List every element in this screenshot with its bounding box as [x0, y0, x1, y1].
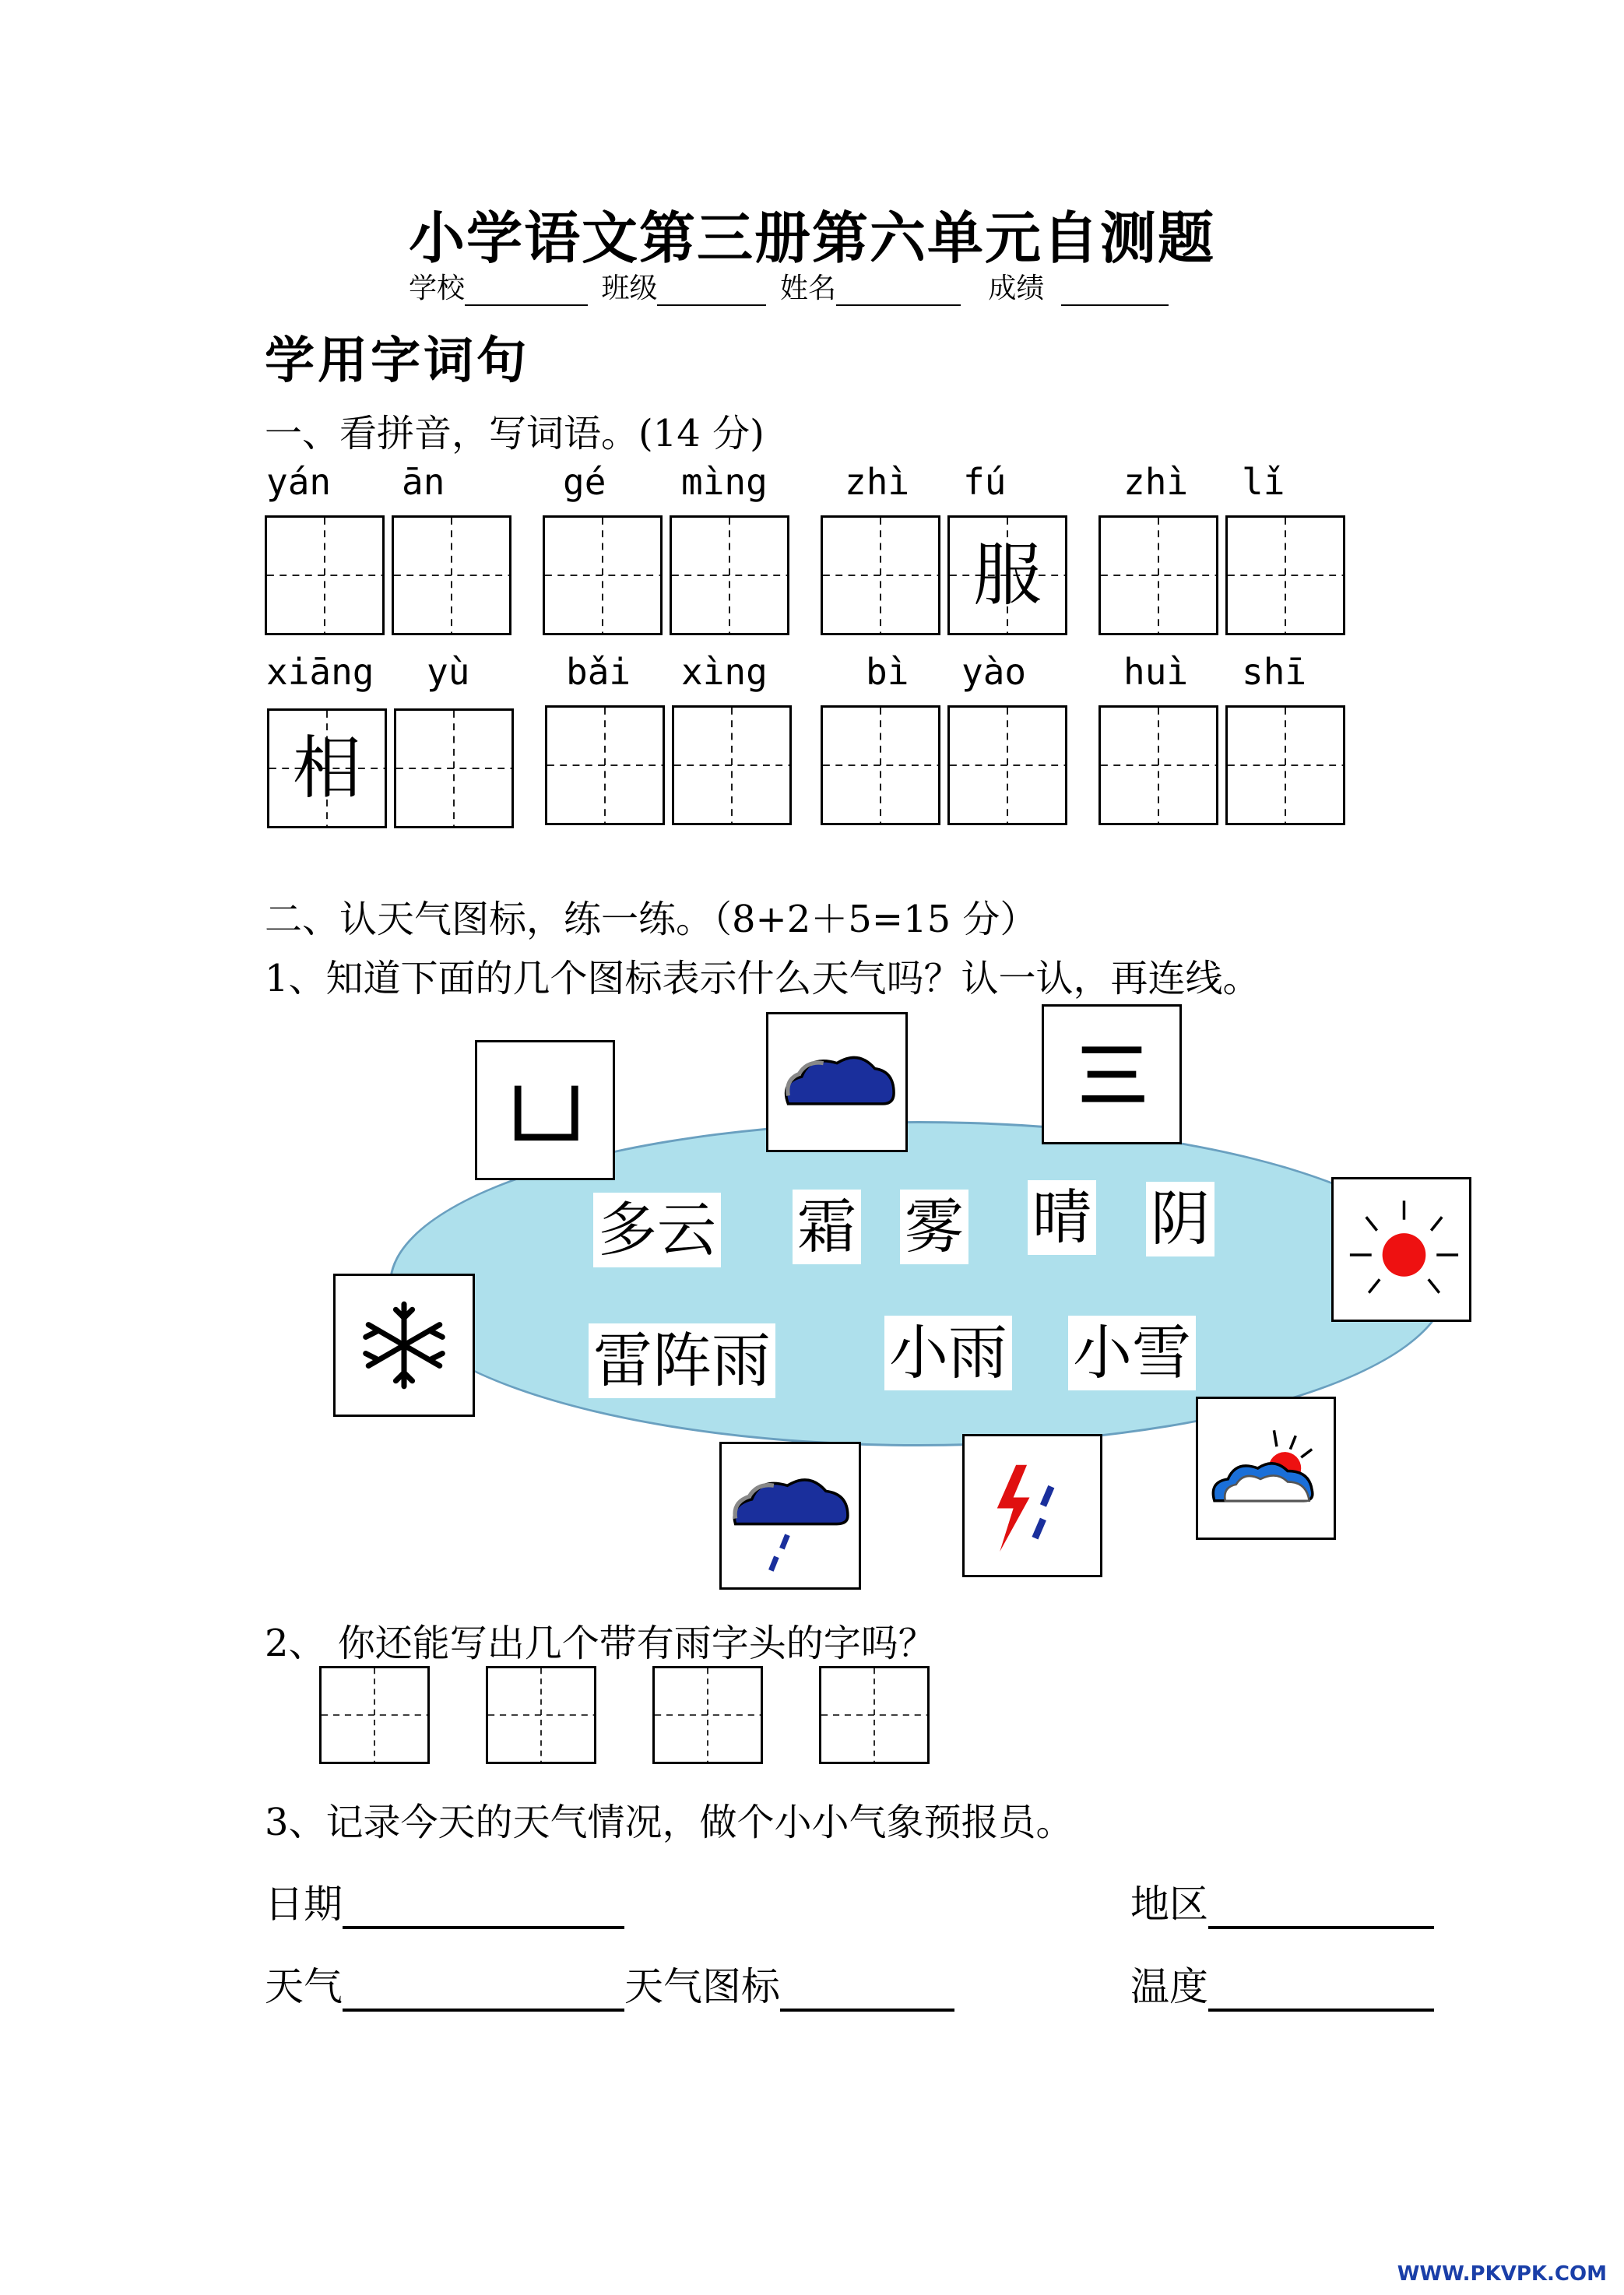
writing-box[interactable] [1225, 515, 1345, 635]
section-title: 学用字词句 [265, 332, 529, 390]
writing-box[interactable] [1098, 705, 1218, 825]
class-blank[interactable] [657, 276, 766, 306]
school-label: 学校 [409, 272, 466, 304]
temperature-label: 温度 [1130, 1964, 1208, 2009]
q2-sub3: 3、记录今天的天气情况，做个小小气象预报员。 [265, 1801, 1074, 1844]
pinyin: xìng [681, 651, 768, 693]
weather-field [265, 1956, 954, 2012]
school-blank[interactable] [465, 276, 588, 306]
weather-blank[interactable] [343, 1970, 624, 2012]
region-label: 地区 [1130, 1882, 1208, 1927]
word-card[interactable]: 小雨 [884, 1316, 1012, 1390]
writing-box[interactable] [265, 515, 385, 635]
fog-icon[interactable] [1042, 1004, 1182, 1144]
student-info-line [409, 266, 1173, 306]
word-card[interactable]: 阴 [1146, 1182, 1214, 1256]
footer-watermark: WWW.PKVPK.COM [1397, 2262, 1607, 2286]
writing-box[interactable] [392, 515, 511, 635]
writing-box[interactable] [1098, 515, 1218, 635]
q2-heading: 二、认天气图标，练一练。（8+2＋5=15 分） [265, 898, 1038, 941]
weather-label: 天气 [265, 1964, 343, 2009]
writing-box[interactable] [543, 515, 663, 635]
pinyin: fú [963, 461, 1007, 503]
word-card[interactable]: 多云 [593, 1193, 721, 1267]
writing-box[interactable] [545, 705, 665, 825]
writing-box[interactable] [821, 515, 940, 635]
writing-box[interactable] [821, 705, 940, 825]
word-card[interactable]: 霜 [793, 1190, 861, 1264]
score-blank[interactable] [1061, 276, 1169, 306]
partly-cloudy-icon[interactable] [1196, 1397, 1336, 1540]
writing-box[interactable] [672, 705, 792, 825]
pinyin: ān [402, 461, 445, 503]
word-card[interactable]: 小雪 [1068, 1316, 1196, 1390]
writing-box[interactable] [670, 515, 789, 635]
region-blank[interactable] [1208, 1887, 1434, 1929]
pinyin: yào [961, 651, 1027, 693]
writing-box[interactable]: 服 [947, 515, 1067, 635]
page-title: 小学语文第三册第六单元自测题 [408, 205, 1215, 271]
writing-box[interactable] [1225, 705, 1345, 825]
writing-box[interactable] [486, 1666, 596, 1764]
pinyin: bǎi [566, 651, 631, 693]
pinyin: lǐ [1242, 461, 1285, 503]
writing-box[interactable] [319, 1666, 430, 1764]
weather-icon-blank[interactable] [780, 1970, 954, 2012]
writing-box[interactable] [652, 1666, 763, 1764]
writing-box[interactable] [819, 1666, 930, 1764]
q2-sub1: 1、知道下面的几个图标表示什么天气吗？认一认，再连线。 [265, 957, 1260, 1000]
light-rain-icon[interactable] [719, 1442, 861, 1590]
q1-heading: 一、看拼音，写词语。(14 分) [265, 412, 765, 455]
temperature-blank[interactable] [1208, 1970, 1434, 2012]
pinyin: huì [1123, 651, 1189, 693]
pinyin: xiāng [266, 651, 374, 693]
pinyin: yán [266, 461, 332, 503]
writing-box[interactable]: 相 [267, 708, 387, 828]
name-label: 姓名 [779, 272, 836, 304]
snow-icon[interactable] [333, 1274, 475, 1417]
word-card[interactable]: 雾 [900, 1190, 968, 1264]
pinyin: yù [427, 651, 470, 693]
pinyin: bì [866, 651, 909, 693]
score-label: 成绩 [988, 272, 1045, 304]
date-field [265, 1873, 624, 1929]
region-field [1130, 1873, 1434, 1929]
class-label: 班级 [601, 272, 658, 304]
pinyin: mìng [681, 461, 768, 503]
frost-icon[interactable] [475, 1040, 615, 1180]
pinyin: gé [563, 461, 606, 503]
temperature-field [1130, 1956, 1434, 2012]
date-blank[interactable] [343, 1887, 624, 1929]
writing-box[interactable] [394, 708, 514, 828]
writing-box[interactable] [947, 705, 1067, 825]
pinyin: zhì [1123, 461, 1189, 503]
overcast-cloud-icon[interactable] [766, 1012, 908, 1152]
word-card[interactable]: 晴 [1028, 1180, 1096, 1255]
weather-icon-label: 天气图标 [624, 1964, 780, 2009]
word-card[interactable]: 雷阵雨 [589, 1323, 775, 1398]
thunderstorm-icon[interactable] [962, 1434, 1102, 1577]
pinyin: shī [1242, 651, 1307, 693]
name-blank[interactable] [836, 276, 961, 306]
sunny-icon[interactable] [1331, 1177, 1471, 1322]
q2-sub2: 2、 你还能写出几个带有雨字头的字吗？ [265, 1622, 936, 1665]
date-label: 日期 [265, 1882, 343, 1927]
pinyin: zhì [845, 461, 910, 503]
